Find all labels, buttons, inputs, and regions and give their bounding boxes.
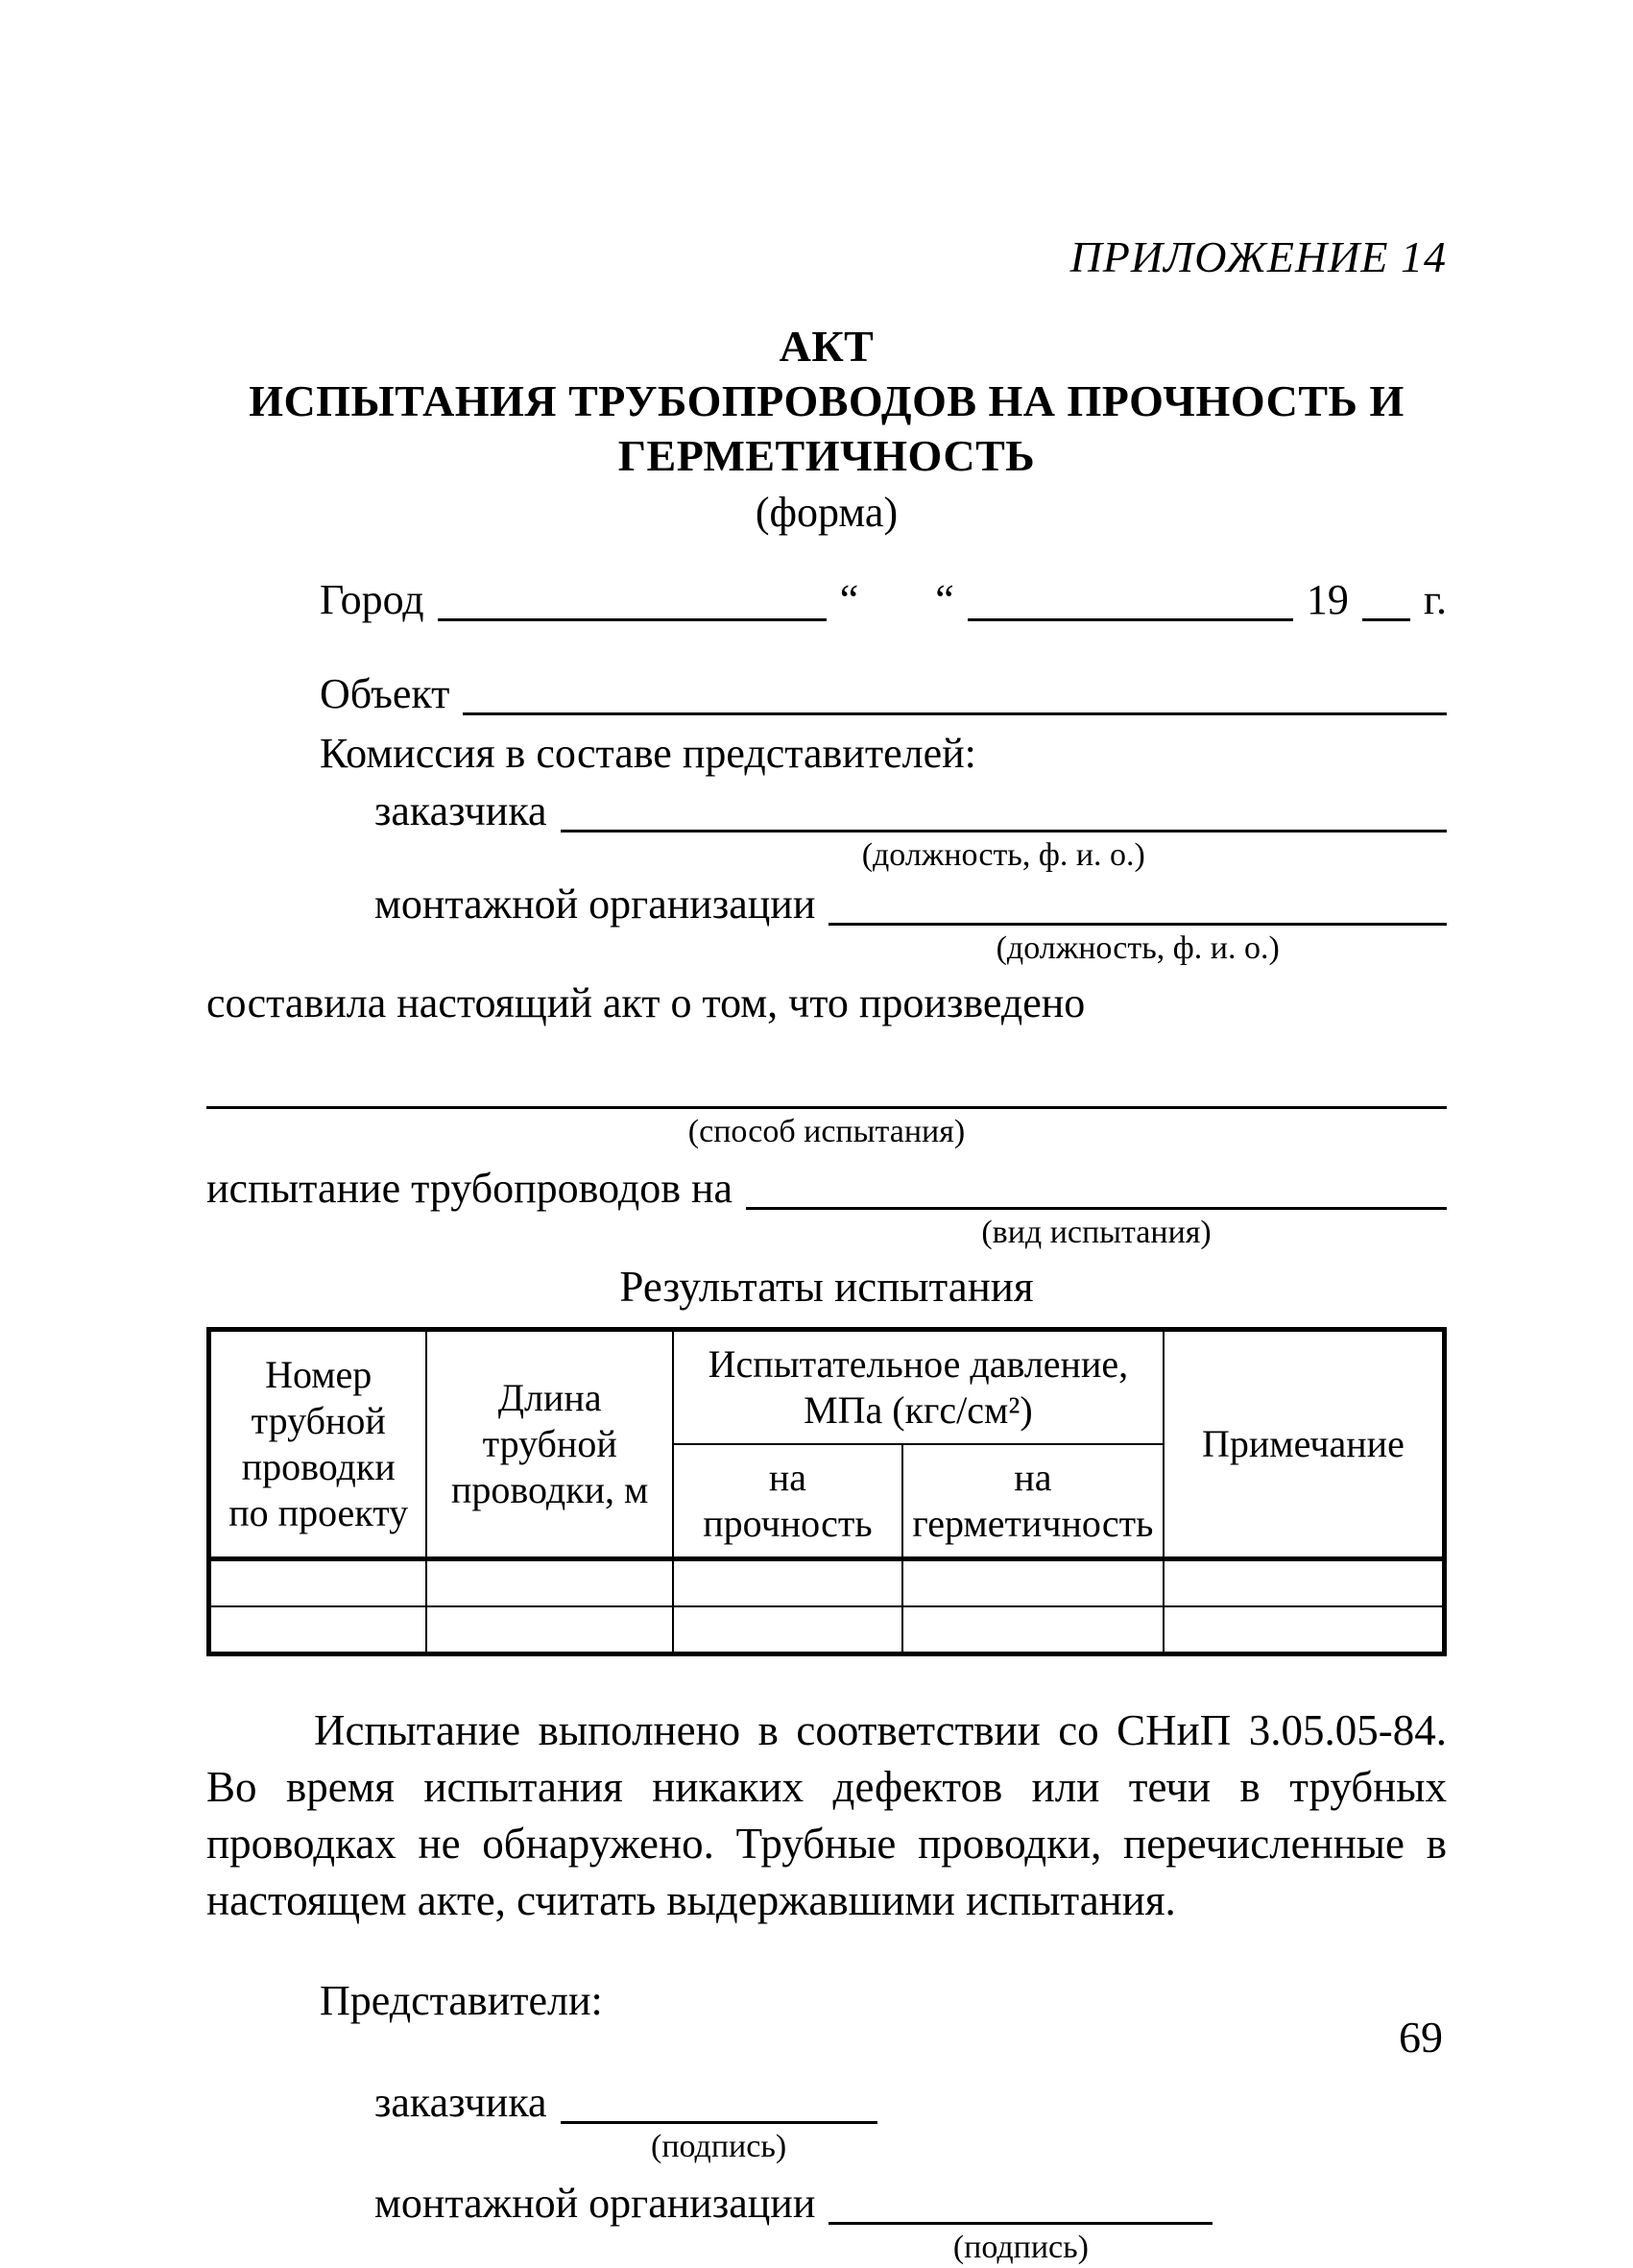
table-cell [426, 1558, 672, 1606]
object-label: Объект [320, 669, 450, 717]
year-blank-line [1362, 572, 1410, 621]
page-number: 69 [1399, 2013, 1443, 2062]
customer-position-note: (должность, ф. и. о.) [861, 836, 1145, 873]
customer-label: заказчика [374, 786, 547, 834]
customer-signature-fill [561, 2075, 877, 2166]
object-row [320, 666, 1447, 722]
date-blank-line [968, 572, 1293, 621]
commission-line: Комиссия в составе представителей: [320, 729, 976, 777]
col-header-number: Номер трубной проводки по проекту [209, 1329, 427, 1558]
year-prefix: 19 [1306, 575, 1349, 623]
customer-row [374, 784, 1447, 875]
installer-signature-note: (подпись) [952, 2229, 1089, 2265]
quote-open: “ [839, 575, 859, 623]
doc-title-line2: ИСПЫТАНИЯ ТРУБОПРОВОДОВ НА ПРОЧНОСТЬ И [249, 375, 1405, 425]
customer-signature-note: (подпись) [651, 2128, 787, 2164]
city-label: Город [320, 575, 424, 623]
results-table-body [209, 1558, 1445, 1653]
installer-position-note: (должность, ф. и. о.) [996, 929, 1280, 966]
table-cell [673, 1558, 902, 1606]
representatives-label: Представители: [320, 1976, 603, 2024]
customer-fill [561, 784, 1447, 875]
col-header-length: Длина трубной проводки, м [426, 1329, 672, 1558]
test-row [206, 1161, 1447, 1252]
title-block [206, 319, 1447, 540]
customer-signature-row [374, 2075, 1447, 2166]
test-type-note: (вид испытания) [981, 1214, 1212, 1250]
doc-title-act: АКТ [779, 321, 875, 371]
doc-title-line3: ГЕРМЕТИЧНОСТЬ [617, 430, 1036, 480]
method-blank-line [206, 1060, 1447, 1109]
customer-signature-blank-line [561, 2075, 877, 2124]
installer-signature-row [374, 2176, 1447, 2267]
test-fill [746, 1161, 1447, 1252]
customer-blank-line [561, 784, 1447, 832]
city-blank-line [438, 572, 827, 621]
table-cell [1164, 1558, 1445, 1606]
results-title: Результаты испытания [619, 1262, 1034, 1311]
customer-signature-label: заказчика [374, 2078, 547, 2126]
installer-fill [829, 877, 1447, 968]
installer-blank-line [829, 877, 1447, 926]
table-cell [673, 1606, 902, 1654]
document-content [206, 229, 1447, 2268]
col-header-tightness: на герметичность [902, 1444, 1164, 1559]
installer-label: монтажной организации [374, 880, 816, 928]
table-cell [209, 1606, 427, 1654]
appendix-label: ПРИЛОЖЕНИЕ 14 [1069, 232, 1447, 281]
table-cell [902, 1606, 1164, 1654]
form-note: (форма) [755, 488, 899, 536]
col-header-pressure: Испытательное давление, МПа (кгс/см²) [673, 1329, 1164, 1444]
quote-close: “ [935, 575, 954, 623]
table-row [209, 1558, 1445, 1606]
installer-row [374, 877, 1447, 968]
method-note: (способ испытания) [687, 1113, 966, 1149]
test-label: испытание трубопроводов на [206, 1164, 733, 1212]
results-table [206, 1327, 1447, 1656]
test-blank-line [746, 1161, 1447, 1210]
table-cell [209, 1558, 427, 1606]
city-date-row [320, 572, 1447, 628]
installer-signature-label: монтажной организации [374, 2179, 816, 2227]
table-cell [1164, 1606, 1445, 1654]
col-header-strength: на прочность [673, 1444, 902, 1559]
table-cell [426, 1606, 672, 1654]
method-group [206, 1060, 1447, 1151]
object-blank-line [463, 666, 1447, 715]
conclusion-paragraph: Испытание выполнено в соответствии со СНиП 3.05.05-84. Во время испытания никаких дефектов или течи в трубных проводках не обнаружено. Трубные проводки, перечисленные в настоящем акте, считать выдержавшими испытания. [206, 1705, 1447, 1924]
installer-signature-fill [829, 2176, 1213, 2267]
table-row [209, 1606, 1445, 1654]
produced-line: составила настоящий акт о том, что произведено [206, 978, 1086, 1026]
table-cell [902, 1558, 1164, 1606]
col-header-note: Примечание [1164, 1329, 1445, 1558]
results-table-header [209, 1329, 1445, 1558]
year-suffix: г. [1423, 575, 1447, 623]
installer-signature-blank-line [829, 2176, 1213, 2225]
